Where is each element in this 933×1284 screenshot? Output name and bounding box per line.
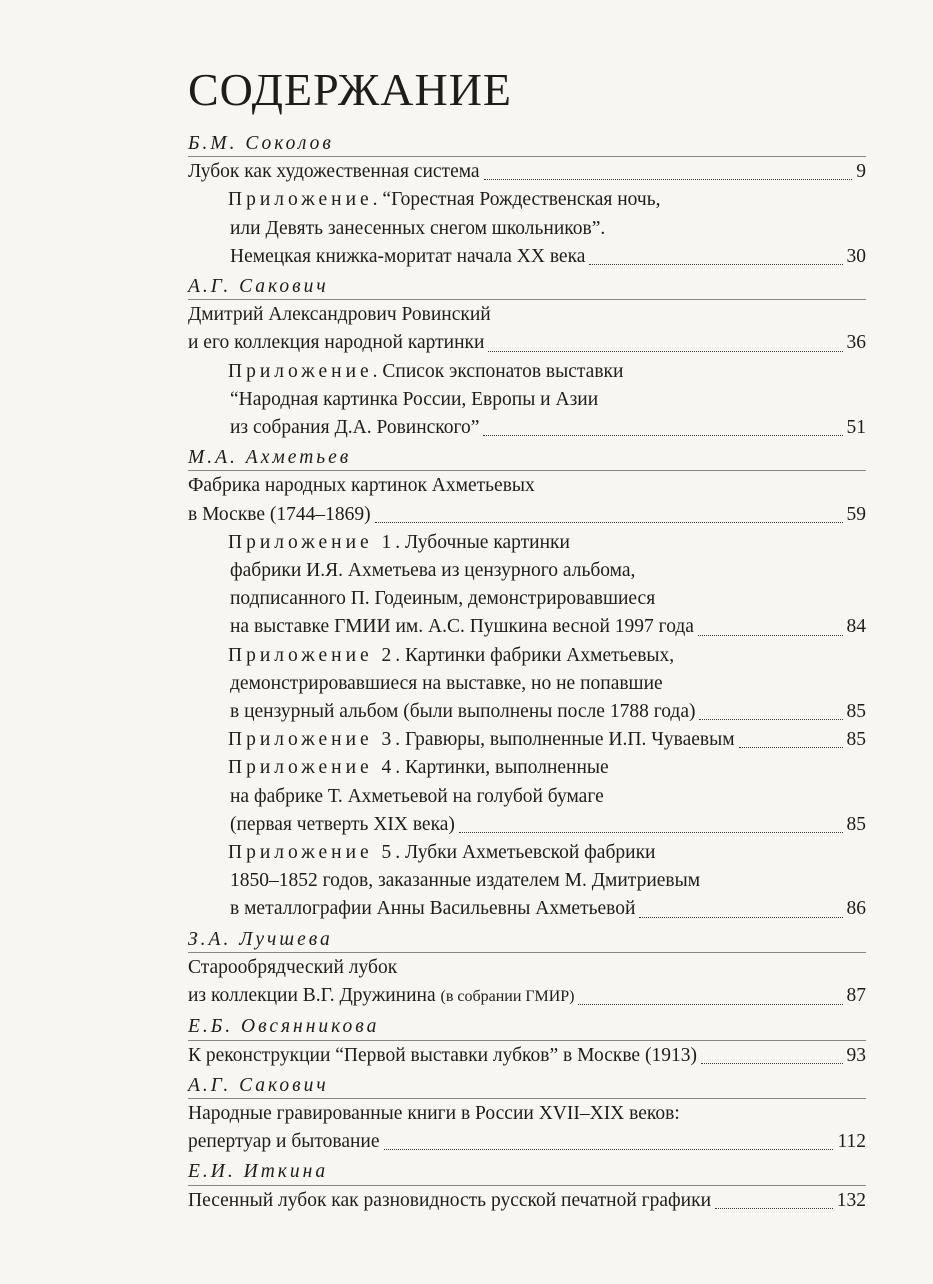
toc-entry-line xyxy=(188,301,866,329)
page-number: 30 xyxy=(846,245,866,267)
author-row xyxy=(188,1013,866,1041)
leader-dots xyxy=(699,704,842,721)
author-name: А.Г. Сакович xyxy=(188,1074,329,1096)
toc-entry-last-line xyxy=(188,1187,866,1215)
entry-title-text: Старообрядческий лубок xyxy=(188,956,398,978)
entry-title xyxy=(228,726,735,754)
leader-dots xyxy=(698,619,843,636)
entry-title xyxy=(188,1187,711,1215)
appendix-title: . Гравюры, выполненные И.П. Чуваевым xyxy=(395,729,735,751)
entry-title xyxy=(188,475,535,496)
author-row xyxy=(188,130,866,158)
author-row xyxy=(188,1158,866,1186)
entry-title xyxy=(188,982,574,1011)
page-number: 59 xyxy=(846,503,866,525)
entry-title-text: или Девять занесенных снегом школьников”. xyxy=(230,217,606,239)
entry-title-text: в Москве (1744–1869) xyxy=(188,503,371,525)
author-name: Б.М. Соколов xyxy=(188,133,334,154)
toc-entry-line xyxy=(188,783,866,811)
toc-entry-last-line xyxy=(188,895,866,923)
leader-dots xyxy=(589,248,842,265)
entry-title xyxy=(188,501,371,529)
author-name: Е.Б. Овсянникова xyxy=(188,1016,380,1038)
entry-title xyxy=(188,1103,680,1124)
leader-dots xyxy=(375,506,843,523)
entry-title xyxy=(230,243,585,271)
appendix-entry[interactable] xyxy=(188,358,866,443)
author-row xyxy=(188,926,866,954)
entry-title-text: Песенный лубок как разновидность русской печатной графики xyxy=(188,1189,712,1211)
toc-entry-line xyxy=(188,754,866,782)
toc-entry-line xyxy=(188,642,866,670)
entry-title-text: на выставке ГМИИ им. А.С. Пушкина весной 1997 года xyxy=(230,616,694,638)
page-number: 51 xyxy=(846,417,866,439)
entry-title xyxy=(228,361,623,382)
appendix-entry[interactable] xyxy=(188,186,866,271)
toc-entry-last-line xyxy=(188,726,866,754)
toc-entry-last-line xyxy=(188,698,866,726)
author-name: А.Г. Сакович xyxy=(188,276,329,298)
entry-title xyxy=(230,414,479,442)
toc-entry-line xyxy=(188,472,866,500)
appendix-title: . “Горестная Рождественская ночь, xyxy=(372,189,661,211)
toc-entry[interactable] xyxy=(188,301,866,357)
toc-entry[interactable] xyxy=(188,472,866,528)
entry-title xyxy=(188,304,491,325)
entry-title-text: “Народная картинка России, Европы и Азии xyxy=(230,388,599,410)
page-number: 9 xyxy=(856,161,866,183)
page-title: СОДЕРЖАНИЕ xyxy=(188,64,513,115)
entry-title xyxy=(230,218,605,239)
appendix-entry[interactable] xyxy=(188,642,866,727)
page-number: 85 xyxy=(846,813,866,835)
author-row xyxy=(188,1072,866,1100)
entry-title xyxy=(230,698,695,726)
page-number: 112 xyxy=(837,1131,866,1153)
entry-title xyxy=(228,189,661,210)
appendix-label: Приложение 4 xyxy=(228,757,396,779)
page-number: 93 xyxy=(846,1044,866,1066)
appendix-entry[interactable] xyxy=(188,839,866,924)
toc-entry-last-line xyxy=(188,329,866,357)
toc-entry-line xyxy=(188,186,866,214)
toc-entry-last-line xyxy=(188,243,866,271)
toc-entry-last-line xyxy=(188,414,866,442)
entry-title-text: и его коллекция народной картинки xyxy=(188,332,485,354)
contents-page xyxy=(188,60,866,1215)
leader-dots xyxy=(459,816,843,833)
entry-title-text: демонстрировавшиеся на выставке, но не попавшие xyxy=(230,672,663,694)
author-row xyxy=(188,273,866,301)
entry-title-text: 1850–1852 годов, заказанные издателем М. Дмитриевым xyxy=(230,870,701,892)
entry-title xyxy=(230,673,663,694)
appendix-title: . Лубочные картинки xyxy=(395,531,570,553)
entry-title xyxy=(230,613,694,641)
appendix-label: Приложение 5 xyxy=(228,842,396,864)
appendix-entry[interactable] xyxy=(188,726,866,754)
entry-title xyxy=(188,158,480,186)
toc-entry-line xyxy=(188,358,866,386)
entry-title xyxy=(228,842,655,863)
entry-title xyxy=(228,532,570,553)
entry-title xyxy=(188,957,397,978)
entry-note: (в собрании ГМИР) xyxy=(440,988,575,1006)
toc-entry-last-line xyxy=(188,1042,866,1070)
toc-entry-line xyxy=(188,585,866,613)
appendix-label: Приложение 1 xyxy=(228,531,396,553)
toc-entry-last-line xyxy=(188,501,866,529)
entry-title-text: подписанного П. Годеиным, демонстрировавшиеся xyxy=(230,588,656,610)
appendix-label: Приложение 2 xyxy=(228,644,396,666)
toc-entry-line xyxy=(188,954,866,982)
entry-title xyxy=(188,1128,380,1156)
toc-entry-line xyxy=(188,529,866,557)
appendix-entry[interactable] xyxy=(188,754,866,839)
toc-entry-last-line xyxy=(188,158,866,186)
entry-title-text: Фабрика народных картинок Ахметьевых xyxy=(188,475,535,497)
entry-title-text: из коллекции В.Г. Дружинина xyxy=(188,985,436,1007)
entry-title-text: Немецкая книжка-моритат начала XX века xyxy=(230,245,586,267)
entry-title-text: в цензурный альбом (были выполнены после 1788 года) xyxy=(230,701,696,723)
toc-entry-line xyxy=(188,839,866,867)
toc-entry-line xyxy=(188,215,866,243)
entry-title xyxy=(230,811,455,839)
toc-entry[interactable] xyxy=(188,158,866,186)
toc-list xyxy=(188,130,866,1215)
toc-entry[interactable] xyxy=(188,1187,866,1215)
toc-entry[interactable] xyxy=(188,954,866,1011)
entry-title-text: репертуар и бытование xyxy=(188,1131,380,1153)
leader-dots xyxy=(483,420,842,437)
page-number: 36 xyxy=(846,332,866,354)
entry-title-text: Лубок как художественная система xyxy=(188,161,480,183)
page-number: 132 xyxy=(836,1189,866,1211)
page-number: 84 xyxy=(846,616,866,638)
toc-entry-line xyxy=(188,1100,866,1128)
leader-dots xyxy=(484,164,853,181)
author-name: М.А. Ахметьев xyxy=(188,447,352,469)
toc-entry-last-line xyxy=(188,811,866,839)
appendix-title: . Список экспонатов выставки xyxy=(372,360,624,382)
page-number: 87 xyxy=(846,985,866,1007)
leader-dots xyxy=(739,732,843,749)
toc-entry-last-line xyxy=(188,1128,866,1156)
entry-title xyxy=(188,1042,697,1070)
appendix-title: . Картинки фабрики Ахметьевых, xyxy=(395,644,675,666)
appendix-label: Приложение 3 xyxy=(228,729,396,751)
toc-entry-last-line xyxy=(188,613,866,641)
author-name: Е.И. Иткина xyxy=(188,1161,329,1183)
entry-title-text: в металлографии Анны Васильевны Ахметьевой xyxy=(230,898,636,920)
entry-title-text: Дмитрий Александрович Ровинский xyxy=(188,304,491,326)
appendix-entry[interactable] xyxy=(188,529,866,642)
entry-title xyxy=(228,645,674,666)
page-number: 85 xyxy=(846,729,866,751)
entry-title xyxy=(230,895,635,923)
appendix-label: Приложение xyxy=(228,189,373,211)
entry-title xyxy=(228,757,609,778)
entry-title xyxy=(230,389,598,410)
appendix-title: . Лубки Ахметьевской фабрики xyxy=(395,842,656,864)
entry-title-text: (первая четверть XIX века) xyxy=(230,813,455,835)
entry-title-text: К реконструкции “Первой выставки лубков” в Москве (1913) xyxy=(188,1044,697,1066)
leader-dots xyxy=(384,1134,834,1151)
toc-entry[interactable] xyxy=(188,1042,866,1070)
entry-title-text: на фабрике Т. Ахметьевой на голубой бумаге xyxy=(230,785,604,807)
toc-entry-line xyxy=(188,386,866,414)
page-number: 85 xyxy=(846,701,866,723)
entry-title-text: фабрики И.Я. Ахметьева из цензурного альбома, xyxy=(230,560,636,582)
appendix-label: Приложение xyxy=(228,360,373,382)
entry-title xyxy=(230,870,700,891)
page-number: 86 xyxy=(846,898,866,920)
leader-dots xyxy=(578,989,842,1006)
appendix-title: . Картинки, выполненные xyxy=(395,757,609,779)
leader-dots xyxy=(488,335,842,352)
author-name: З.А. Лучшева xyxy=(188,928,333,950)
leader-dots xyxy=(639,901,842,918)
leader-dots xyxy=(701,1047,843,1064)
entry-title xyxy=(230,560,635,581)
entry-title xyxy=(188,329,484,357)
toc-entry-line xyxy=(188,670,866,698)
leader-dots xyxy=(715,1192,833,1209)
entry-title xyxy=(230,588,655,609)
toc-entry-line xyxy=(188,557,866,585)
author-row xyxy=(188,444,866,472)
toc-entry-last-line xyxy=(188,982,866,1011)
entry-title-text: Народные гравированные книги в России XVII–XIX веков: xyxy=(188,1102,680,1124)
entry-title xyxy=(230,786,604,807)
toc-entry-line xyxy=(188,867,866,895)
toc-entry[interactable] xyxy=(188,1100,866,1156)
entry-title-text: из собрания Д.А. Ровинского” xyxy=(230,417,480,439)
